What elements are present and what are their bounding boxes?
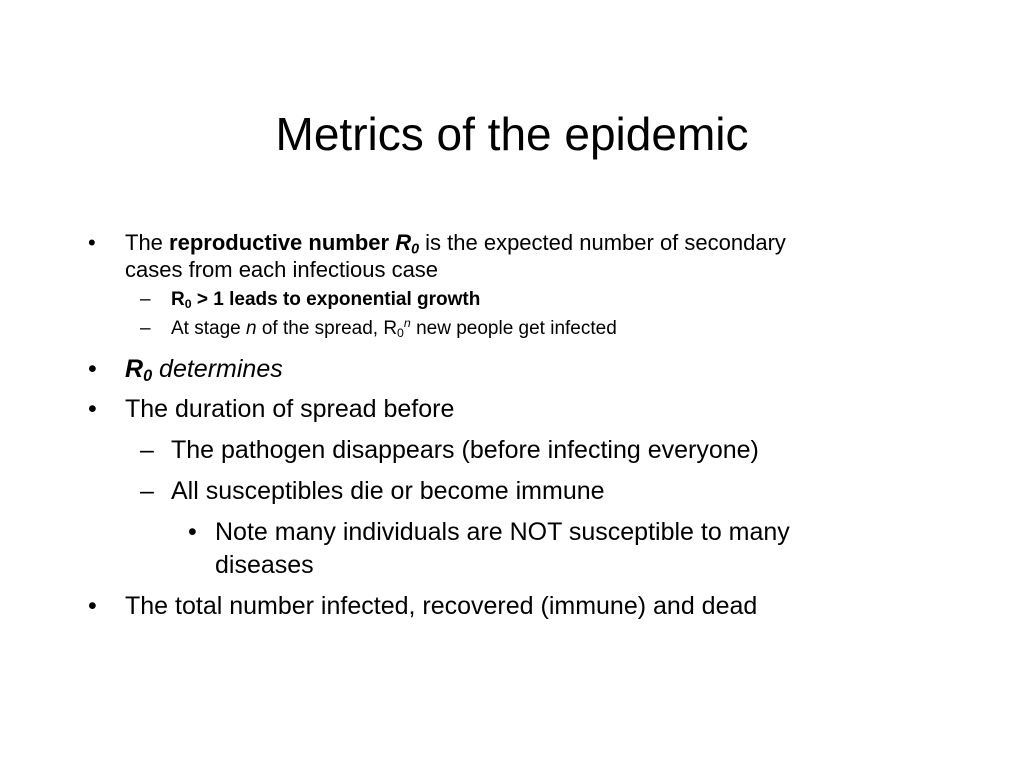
bullet-dash: – [140, 289, 151, 310]
bullet-dash: – [140, 436, 154, 464]
n-symbol: n [246, 318, 257, 339]
text-bold-term: reproductive number [169, 230, 396, 255]
bullet-reproductive-number [125, 229, 786, 257]
r0-subscript: 0 [397, 326, 404, 341]
r0-symbol: R [171, 289, 185, 310]
text-pre: The [125, 230, 170, 255]
text: determines [152, 355, 283, 383]
bullet-dot: • [88, 395, 97, 423]
bullet-dot: • [88, 355, 97, 383]
sub-sub-bullet-not-susceptible: Note many individuals are NOT susceptible to many [215, 518, 790, 546]
slide-title: Metrics of the epidemic [275, 108, 749, 160]
bullet-duration: The duration of spread before [125, 395, 455, 423]
r0-subscript: 0 [143, 367, 153, 386]
text-post: is the expected number of secondary [419, 230, 786, 255]
text-post: new people get infected [410, 318, 617, 339]
r0-symbol: R [395, 230, 412, 255]
sub-bullet-pathogen-disappears: The pathogen disappears (before infecting everyone) [171, 436, 759, 464]
bullet-dot-small: • [188, 518, 197, 546]
bullet-dot: • [88, 230, 96, 255]
text: > 1 leads to exponential growth [191, 289, 481, 310]
bullet-dot: • [88, 592, 97, 620]
sub-bullet-susceptibles: All susceptibles die or become immune [171, 477, 605, 505]
sub-sub-bullet-not-susceptible-cont: diseases [215, 551, 314, 579]
text-pre: At stage [171, 318, 246, 339]
r0-subscript: 0 [411, 241, 420, 258]
n-superscript: n [403, 316, 411, 331]
bullet-r0-determines [125, 353, 283, 386]
sub-bullet-exponential-growth [171, 288, 480, 312]
r0-symbol: R [125, 355, 144, 383]
text-mid: of the spread, R [256, 318, 398, 339]
sub-bullet-stage-n [171, 317, 617, 341]
r0-subscript: 0 [184, 297, 192, 312]
bullet-dash: – [140, 477, 154, 505]
bullet-total-number: The total number infected, recovered (immune) and dead [125, 592, 758, 620]
bullet-dash: – [140, 318, 151, 339]
bullet-reproductive-number-cont: cases from each infectious case [125, 257, 439, 282]
